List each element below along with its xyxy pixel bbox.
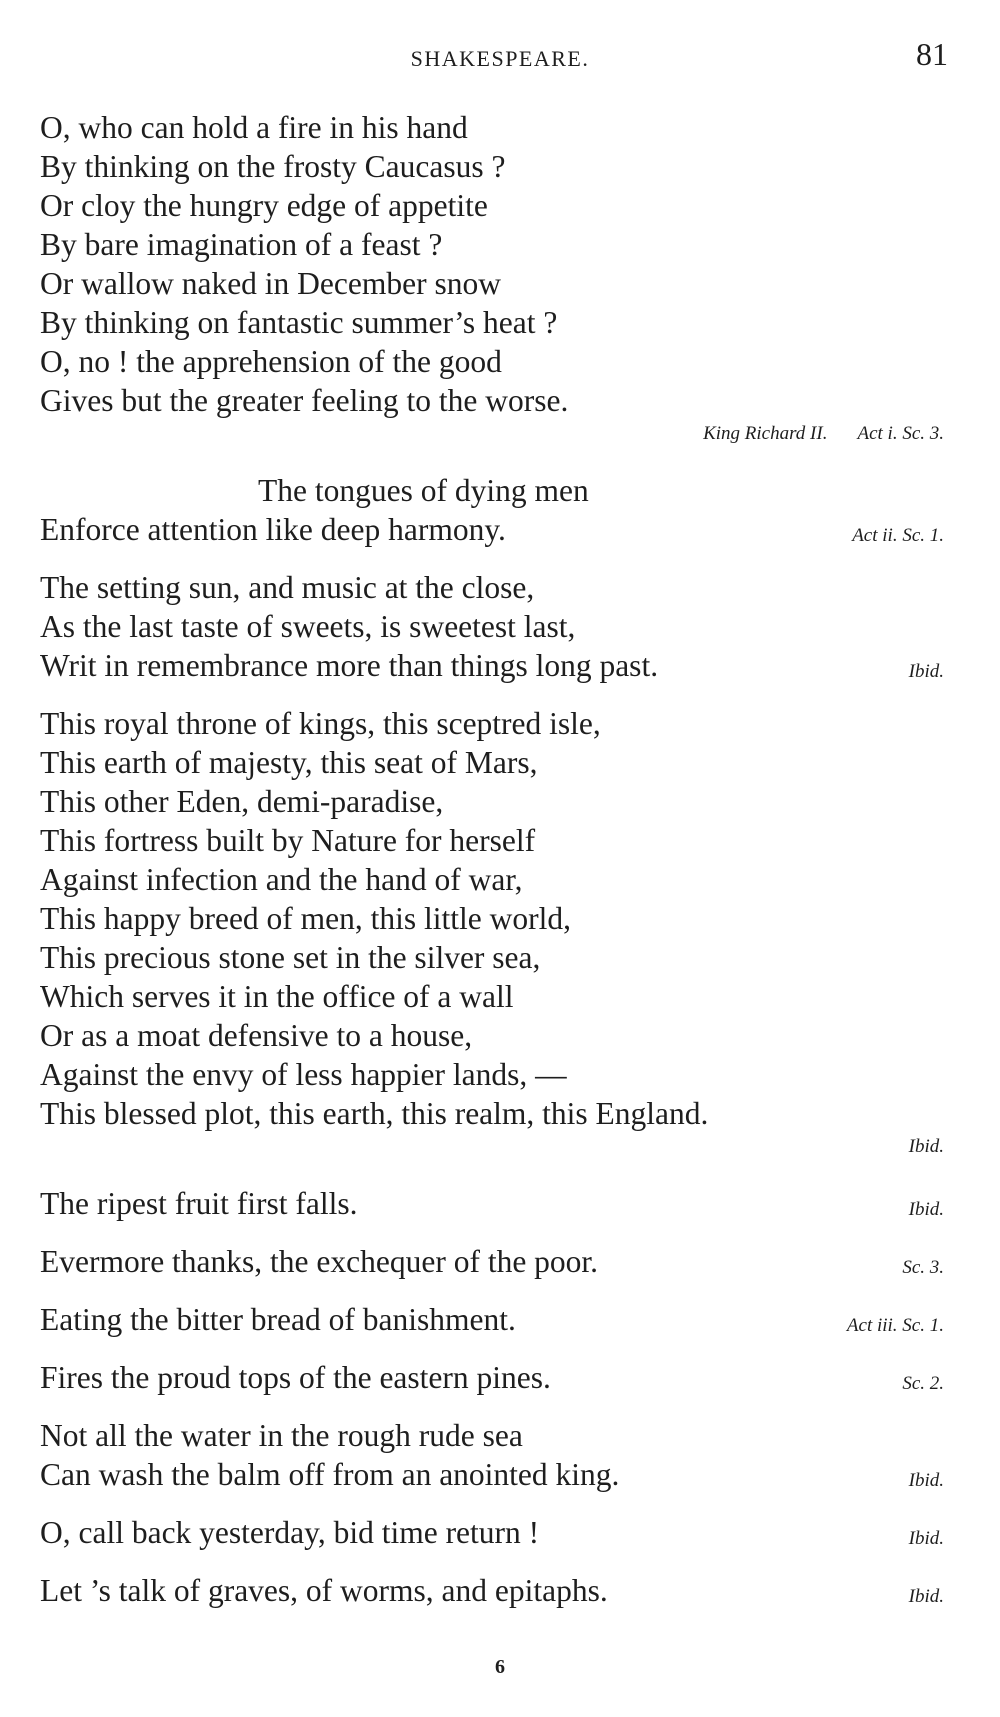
citation: Ibid. bbox=[908, 661, 944, 682]
verse-line: Evermore thanks, the exchequer of the poor. bbox=[40, 1244, 599, 1279]
citation: Act ii. Sc. 1. bbox=[852, 525, 944, 546]
verse-line: Which serves it in the office of a wall bbox=[40, 979, 514, 1014]
verse-line: Fires the proud tops of the eastern pines. bbox=[40, 1360, 551, 1395]
quotation-block bbox=[40, 1513, 948, 1552]
verse-line: This earth of majesty, this seat of Mars, bbox=[40, 745, 538, 780]
verse-line: By thinking on the frosty Caucasus ? bbox=[40, 149, 506, 184]
verse-line: This royal throne of kings, this sceptred isle, bbox=[40, 706, 601, 741]
verse-line: Eating the bitter bread of banishment. bbox=[40, 1302, 516, 1337]
verse-line: Can wash the balm off from an anointed king. bbox=[40, 1457, 620, 1492]
quotation-block bbox=[40, 1358, 948, 1397]
signature-mark: 6 bbox=[495, 1656, 505, 1678]
quotation-block bbox=[40, 1416, 948, 1494]
quotation-block bbox=[40, 1571, 948, 1610]
citation bbox=[40, 420, 948, 452]
citation: Sc. 2. bbox=[902, 1373, 944, 1394]
quotation-block bbox=[40, 568, 948, 685]
citation: Sc. 3. bbox=[902, 1257, 944, 1278]
verse-line: This blessed plot, this earth, this realm, this England. bbox=[40, 1096, 709, 1131]
verse-line: Against the envy of less happier lands, — bbox=[40, 1057, 567, 1092]
quotation-column bbox=[40, 108, 948, 1610]
citation bbox=[40, 1133, 948, 1165]
citation-source: King Richard II. bbox=[703, 423, 828, 444]
verse-line: This other Eden, demi-paradise, bbox=[40, 784, 444, 819]
verse-line: Or cloy the hungry edge of appetite bbox=[40, 188, 488, 223]
verse-line: O, no ! the apprehension of the good bbox=[40, 344, 502, 379]
citation-act-scene: Act i. Sc. 3. bbox=[857, 423, 944, 444]
verse-line: O, call back yesterday, bid time return ! bbox=[40, 1515, 540, 1550]
verse-line: Or wallow naked in December snow bbox=[40, 266, 501, 301]
verse-line: The tongues of dying men bbox=[258, 473, 589, 508]
verse-line: Against infection and the hand of war, bbox=[40, 862, 523, 897]
verse-line: Enforce attention like deep harmony. bbox=[40, 512, 506, 547]
verse-line: By thinking on fantastic summer’s heat ? bbox=[40, 305, 558, 340]
citation: Ibid. bbox=[908, 1199, 944, 1220]
quotation-block bbox=[40, 1184, 948, 1223]
page-number: 81 bbox=[916, 36, 948, 72]
verse-line: Let ’s talk of graves, of worms, and epitaphs. bbox=[40, 1573, 608, 1608]
verse-line: Gives but the greater feeling to the worse. bbox=[40, 383, 569, 418]
citation-act-scene: Ibid. bbox=[908, 1136, 944, 1157]
verse-line: Or as a moat defensive to a house, bbox=[40, 1018, 473, 1053]
verse-line: The ripest fruit first falls. bbox=[40, 1186, 358, 1221]
quotation-block bbox=[40, 108, 948, 452]
verse-line: This precious stone set in the silver sea, bbox=[40, 940, 541, 975]
verse-line: As the last taste of sweets, is sweetest last, bbox=[40, 609, 576, 644]
quotation-block bbox=[40, 471, 948, 549]
citation: Ibid. bbox=[908, 1586, 944, 1607]
verse-line: O, who can hold a fire in his hand bbox=[40, 110, 468, 145]
quotation-block bbox=[40, 704, 948, 1165]
running-title: SHAKESPEARE. bbox=[410, 46, 590, 71]
quotation-block bbox=[40, 1242, 948, 1281]
citation: Act iii. Sc. 1. bbox=[846, 1315, 944, 1336]
verse-line: This fortress built by Nature for herself bbox=[40, 823, 536, 858]
citation: Ibid. bbox=[908, 1470, 944, 1491]
verse-line: This happy breed of men, this little world, bbox=[40, 901, 572, 936]
verse-line: By bare imagination of a feast ? bbox=[40, 227, 443, 262]
citation: Ibid. bbox=[908, 1528, 944, 1549]
page-header bbox=[0, 36, 1000, 80]
verse-line: Not all the water in the rough rude sea bbox=[40, 1418, 523, 1453]
verse-line: The setting sun, and music at the close, bbox=[40, 570, 535, 605]
quotation-block bbox=[40, 1300, 948, 1339]
verse-line: Writ in remembrance more than things long past. bbox=[40, 648, 659, 683]
